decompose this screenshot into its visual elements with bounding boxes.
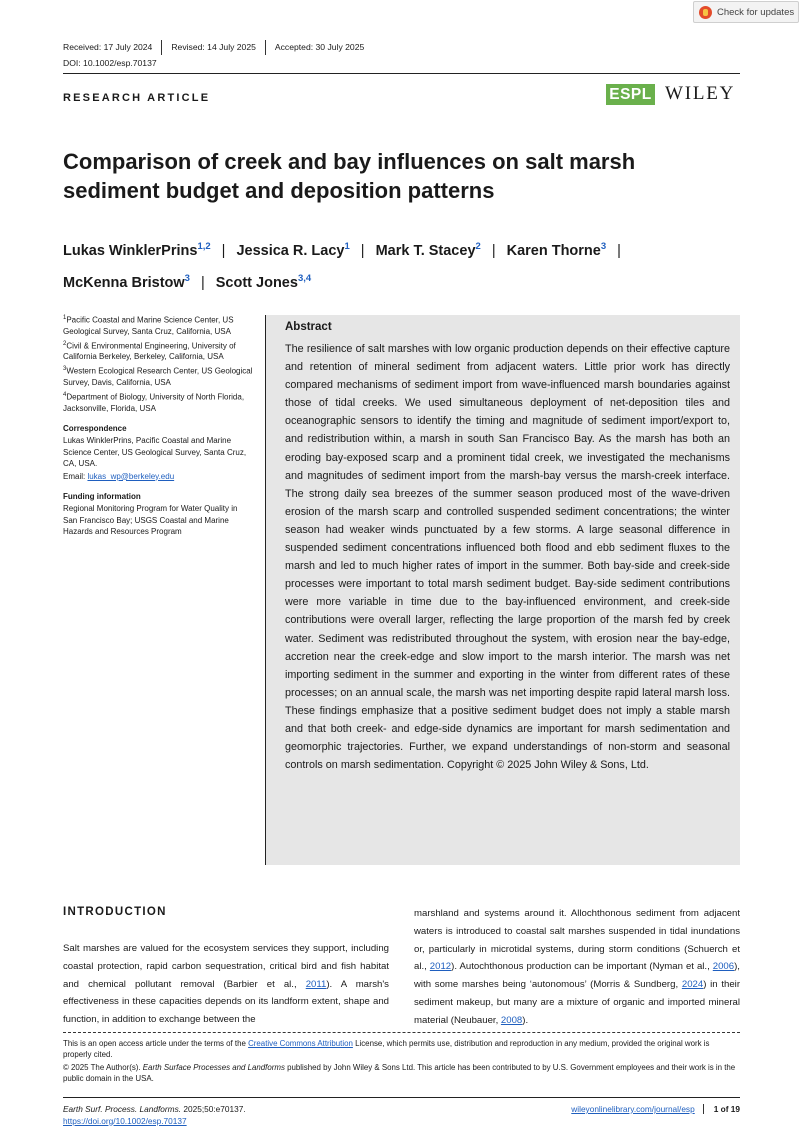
page-number: 1 of 19 bbox=[703, 1104, 740, 1114]
citation-link[interactable]: 2008 bbox=[500, 1014, 523, 1026]
affiliation: $^4$Department of Biology, University of North Florida, Jacksonville, Florida, USA bbox=[63, 391, 245, 413]
article-type: RESEARCH ARTICLE bbox=[63, 92, 211, 104]
article-title: Comparison of creek and bay influences on salt marsh sediment budget and deposition patterns bbox=[63, 149, 636, 203]
cc-license-link[interactable]: Creative Commons Attribution bbox=[248, 1039, 353, 1048]
citation-link[interactable]: 2006 bbox=[712, 961, 735, 973]
funding-heading: Funding information bbox=[63, 491, 141, 501]
author[interactable]: Jessica R. Lacy$^1$ bbox=[236, 241, 350, 259]
correspondence-text: Lukas WinklerPrins, Pacific Coastal and Marine Science Center, US Geological Survey, Santa Cruz, CA, USA. bbox=[63, 436, 247, 468]
citation-link[interactable]: 2024 bbox=[681, 979, 704, 991]
funding-text: Regional Monitoring Program for Water Quality in San Francisco Bay; USGS Coastal and Marine Hazards and Resources Program bbox=[63, 504, 238, 536]
journal-site-link[interactable]: wileyonlinelibrary.com/journal/esp bbox=[571, 1104, 695, 1114]
crossmark-icon bbox=[699, 6, 712, 19]
doi-header: DOI: 10.1002/esp.70137 bbox=[63, 58, 157, 68]
affiliation: $^3$Western Ecological Research Center, US Geological Survey, Davis, California, USA bbox=[63, 366, 253, 387]
correspondence-heading: Correspondence bbox=[63, 423, 127, 433]
espl-logo: ESPL bbox=[606, 84, 655, 105]
correspondence-email: Email: lukas_wp@berkeley.edu bbox=[63, 471, 175, 481]
affiliation: $^2$Civil & Environmental Engineering, University of California Berkeley, Berkeley, California, USA bbox=[63, 340, 236, 362]
license-divider bbox=[63, 1032, 740, 1033]
doi-link[interactable]: https://doi.org/10.1002/esp.70137 bbox=[63, 1115, 187, 1126]
affiliation: $^1$Pacific Coastal and Marine Science Center, US Geological Survey, Santa Cruz, California, USA bbox=[63, 315, 234, 336]
check-for-updates-button[interactable] bbox=[693, 1, 799, 23]
author[interactable]: Scott Jones$^{3,4}$ bbox=[215, 273, 312, 291]
revised-date: Revised: 14 July 2025 bbox=[162, 40, 266, 55]
author[interactable]: McKenna Bristow$^3$ bbox=[63, 273, 190, 291]
citation-link[interactable]: 2011 bbox=[305, 978, 327, 990]
accepted-date: Accepted: 30 July 2025 bbox=[274, 42, 365, 52]
journal-reference: Earth Surf. Process. Landforms. 2025;50:e70137. https://doi.org/10.1002/esp.70137 bbox=[63, 1104, 246, 1126]
sidebar bbox=[63, 313, 253, 539]
author-list: Lukas WinklerPrins$^{1,2}$ | Jessica R. Lacy$^1$ | Mark T. Stacey$^2$ | Karen Thorne$^3$ | McKenna Bristow$^3$ | Scott Jones$^{3,4}$ bbox=[63, 241, 621, 291]
author[interactable]: Karen Thorne$^3$ bbox=[506, 241, 607, 259]
citation-link[interactable]: 2012 bbox=[429, 961, 452, 973]
author[interactable]: Mark T. Stacey$^2$ bbox=[375, 241, 481, 259]
footer-right bbox=[571, 1104, 740, 1114]
check-updates-label: Check for updates bbox=[717, 6, 795, 18]
article-dates bbox=[63, 40, 373, 55]
footer-rule bbox=[63, 1097, 740, 1098]
license-note bbox=[63, 1038, 740, 1085]
abstract-heading: Abstract bbox=[285, 321, 332, 333]
abstract-text: The resilience of salt marshes with low organic production depends on their effective capture and retention of mineral sediment from adjacent waters. Little prior work has directly compared mechanisms of sediment import from wave-influenced marsh boundaries against those of tidal creeks. We used simultaneous deployment of net-deposition tiles and oceanographic sensors to identify the timing and magnitude of sediment import/export to, and redistribution within, a marsh in south San Francisco Bay. As the marsh has both an eroding bay-exposed scarp and a prominent tidal creek, we investigated the mechanisms and magnitudes of sediment import from the marsh-bay versus the marsh-creek interface. The strong daily sea breezes of the summer season produced most of the wave-driven erosion of the marsh scarp and controlled suspended sediment concentrations; the winter season had weaker winds punctuated by a few storms. A large seasonal difference in suspended sediment concentrations influenced both flood and ebb sediment fluxes to the marsh and led to much higher rates of import in the summer. Both bay-side and creek-side processes were important to total marsh sediment budget. Bay-side sediment contributions were more variable in time due to the bay-influenced environment, and creek-side contributions were overall larger, reflecting the large proportion of the marsh fed by creek water. Sediment was redistributed throughout the system, with erosion near the bay-edge, accretion near the creek-edge and slow import to the marsh interior. The marsh was net importing sediment in the summer and exporting in the winter from different rates of these processes; on an annual scale, the marsh was net importing despite rapid lateral marsh loss. These findings emphasize that a positive sediment budget does not imply a stable marsh and that both creek- and edge-side dynamics are important for marsh sedimentation and geomorphic trajectories. Further, we expand understandings of non-storm and seasonal controls on marsh sedimentation. Copyright © 2025 John Wiley & Sons, Ltd. bbox=[285, 343, 730, 772]
author[interactable]: Lukas WinklerPrins$^{1,2}$ bbox=[63, 241, 211, 259]
intro-right-column: marshland and systems around it. Allochthonous sediment from adjacent waters is introduced to coastal salt marshes suspended in tidal inundations or, particularly in microtidal systems, during storm conditions (Schuerch et al., 2012). Autochthonous production can be important (Nyman et al., 2006), with some marshes being ‘autonomous’ (Morris & Sundberg, 2024) in their sediment makeup, but many are a mixture of organic and imported mineral material (Neubauer, 2008). bbox=[414, 908, 741, 1026]
email-link[interactable]: lukas_wp@berkeley.edu bbox=[87, 471, 175, 481]
intro-left-column: Salt marshes are valued for the ecosystem services they support, including coastal protection, rapid carbon sequestration, critical bird and fish habitat and chemical pollutant removal (Barbier et al., 2011). A marsh's effectiveness in these capacities depends on its landform extent, shape and function, in addition to exchange between the bbox=[63, 943, 389, 1026]
wiley-logo: WILEY bbox=[665, 83, 736, 104]
copyright-text: © 2025 The Author(s). Earth Surface Processes and Landforms published by John Wiley & Sons Ltd. This article has been contributed to by U.S. Government employees and their work is in the public domain in the USA. bbox=[63, 1062, 736, 1083]
received-date: Received: 17 July 2024 bbox=[63, 40, 162, 55]
introduction-heading: INTRODUCTION bbox=[63, 906, 167, 918]
header-rule bbox=[63, 73, 740, 74]
license-text: This is an open access article under the terms of the Creative Commons Attribution License, which permits use, distribution and reproduction in any medium, provided the original work is properly cited. bbox=[63, 1039, 710, 1060]
